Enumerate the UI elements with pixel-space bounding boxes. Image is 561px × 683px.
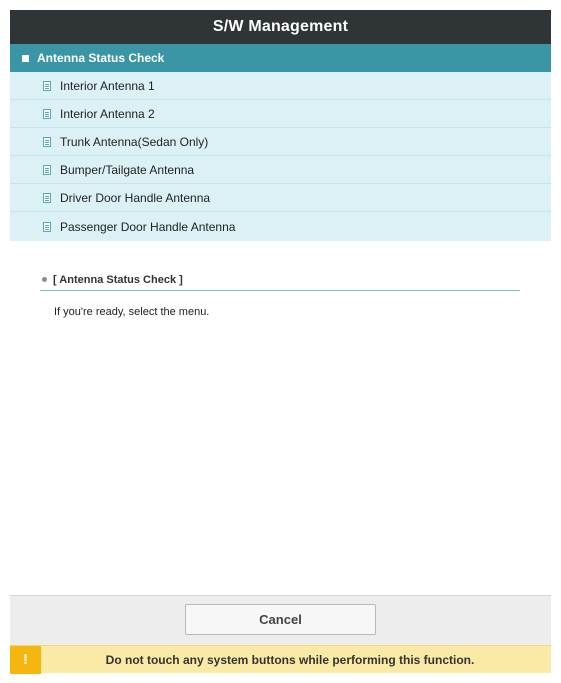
content-heading bbox=[40, 269, 520, 291]
instruction-text: If you're ready, select the menu. bbox=[54, 306, 210, 318]
menu-item-interior-antenna-2[interactable] bbox=[10, 100, 551, 128]
footer-bar bbox=[10, 595, 551, 646]
section-header-label: Antenna Status Check bbox=[37, 51, 165, 65]
menu-item-label: Passenger Door Handle Antenna bbox=[60, 219, 236, 234]
warning-text: Do not touch any system buttons while performing this function. bbox=[105, 652, 475, 667]
menu-item-label: Bumper/Tailgate Antenna bbox=[60, 162, 195, 177]
menu-item-label: Driver Door Handle Antenna bbox=[60, 190, 211, 205]
section-header-antenna-status-check[interactable] bbox=[10, 44, 551, 72]
menu-item-trunk-antenna[interactable] bbox=[10, 128, 551, 156]
document-icon bbox=[43, 109, 51, 119]
square-bullet-icon bbox=[22, 55, 29, 62]
warning-bar bbox=[10, 645, 551, 673]
menu-item-driver-door-handle-antenna[interactable] bbox=[10, 184, 551, 212]
document-icon bbox=[43, 81, 51, 91]
menu-item-passenger-door-handle-antenna[interactable] bbox=[10, 212, 551, 241]
antenna-menu-list bbox=[10, 72, 551, 241]
bullet-icon bbox=[42, 277, 47, 282]
warning-icon: ! bbox=[10, 646, 41, 674]
cancel-button[interactable]: Cancel bbox=[185, 604, 376, 635]
document-icon bbox=[43, 222, 51, 232]
document-icon bbox=[43, 193, 51, 203]
menu-item-label: Interior Antenna 1 bbox=[60, 78, 155, 93]
document-icon bbox=[43, 165, 51, 175]
menu-item-bumper-tailgate-antenna[interactable] bbox=[10, 156, 551, 184]
window-title: S/W Management bbox=[10, 10, 551, 44]
menu-item-label: Trunk Antenna(Sedan Only) bbox=[60, 134, 209, 149]
content-heading-text: [ Antenna Status Check ] bbox=[53, 273, 183, 286]
menu-item-interior-antenna-1[interactable] bbox=[10, 72, 551, 100]
menu-item-label: Interior Antenna 2 bbox=[60, 106, 155, 121]
sw-management-window bbox=[10, 10, 551, 673]
document-icon bbox=[43, 137, 51, 147]
